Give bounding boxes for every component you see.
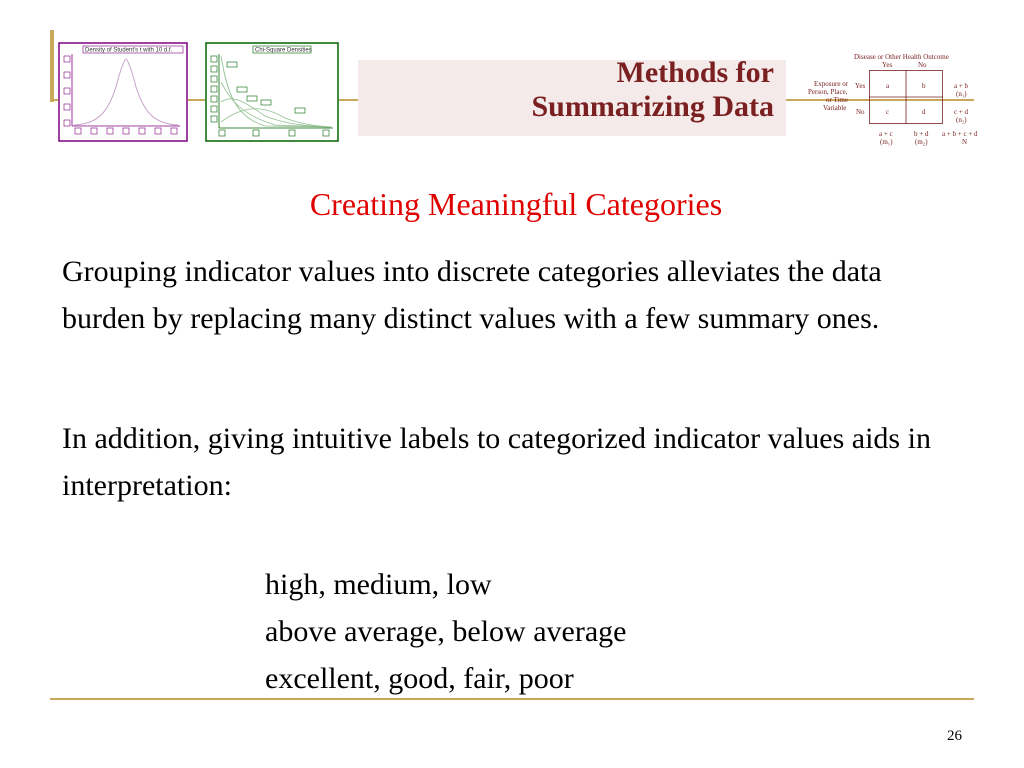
t-density-thumbnail: [58, 42, 188, 142]
category-examples: [265, 561, 626, 702]
chi-square-thumbnail: [205, 42, 339, 142]
title-line-1: Methods for: [616, 56, 774, 89]
cell-a: a: [886, 82, 890, 90]
gold-vertical-rule: [50, 30, 54, 102]
col-yes-label: Yes: [882, 61, 893, 69]
row2-total: c + d: [954, 108, 969, 116]
example-item: excellent, good, fair, poor: [265, 662, 574, 695]
slide-subtitle-text: Creating Meaningful Categories: [309, 186, 723, 222]
paragraph-1: Grouping indicator values into discrete categories alleviates the data burden by replacing many distinct values with a few summary ones.: [62, 255, 882, 335]
table-header: Disease or Other Health Outcome: [854, 53, 949, 61]
row-label-1: Exposure or: [814, 80, 849, 88]
slide-subtitle: [0, 186, 1024, 223]
row-no-label: No: [856, 108, 865, 116]
paragraph-2: In addition, giving intuitive labels to categorized indicator values aids in interpretation:: [62, 422, 931, 502]
col1-total: a + c: [879, 130, 893, 138]
cell-c: c: [886, 108, 890, 116]
example-item: high, medium, low: [265, 568, 492, 601]
contingency-table: [790, 50, 990, 150]
cell-b: b: [922, 82, 926, 90]
row-yes-label: Yes: [855, 82, 866, 90]
col2-total: b + d: [914, 130, 929, 138]
t-density-title: Density of Student's t with 10 d.f.: [85, 47, 173, 54]
slide-title: [532, 56, 775, 124]
row2-total-sub: (n₂): [956, 116, 967, 124]
row-label-3: or Time: [826, 96, 848, 104]
title-line-2: Summarizing Data: [531, 90, 774, 123]
grand-total-sub: N: [962, 138, 968, 146]
row-label-2: Person, Place,: [808, 88, 848, 96]
col-no-label: No: [918, 61, 927, 69]
col1-total-sub: (m₁): [880, 138, 893, 146]
row-label-4: Variable: [823, 104, 847, 112]
col2-total-sub: (m₂): [915, 138, 928, 146]
cell-d: d: [922, 108, 926, 116]
row1-total: a + b: [954, 82, 969, 90]
chi-square-title: Chi-Square Densities: [255, 47, 312, 54]
grand-total: a + b + c + d: [942, 130, 978, 138]
page-number: 26: [947, 728, 962, 744]
example-item: above average, below average: [265, 615, 627, 648]
table-grid: [869, 70, 943, 124]
row1-total-sub: (n₁): [956, 90, 967, 98]
